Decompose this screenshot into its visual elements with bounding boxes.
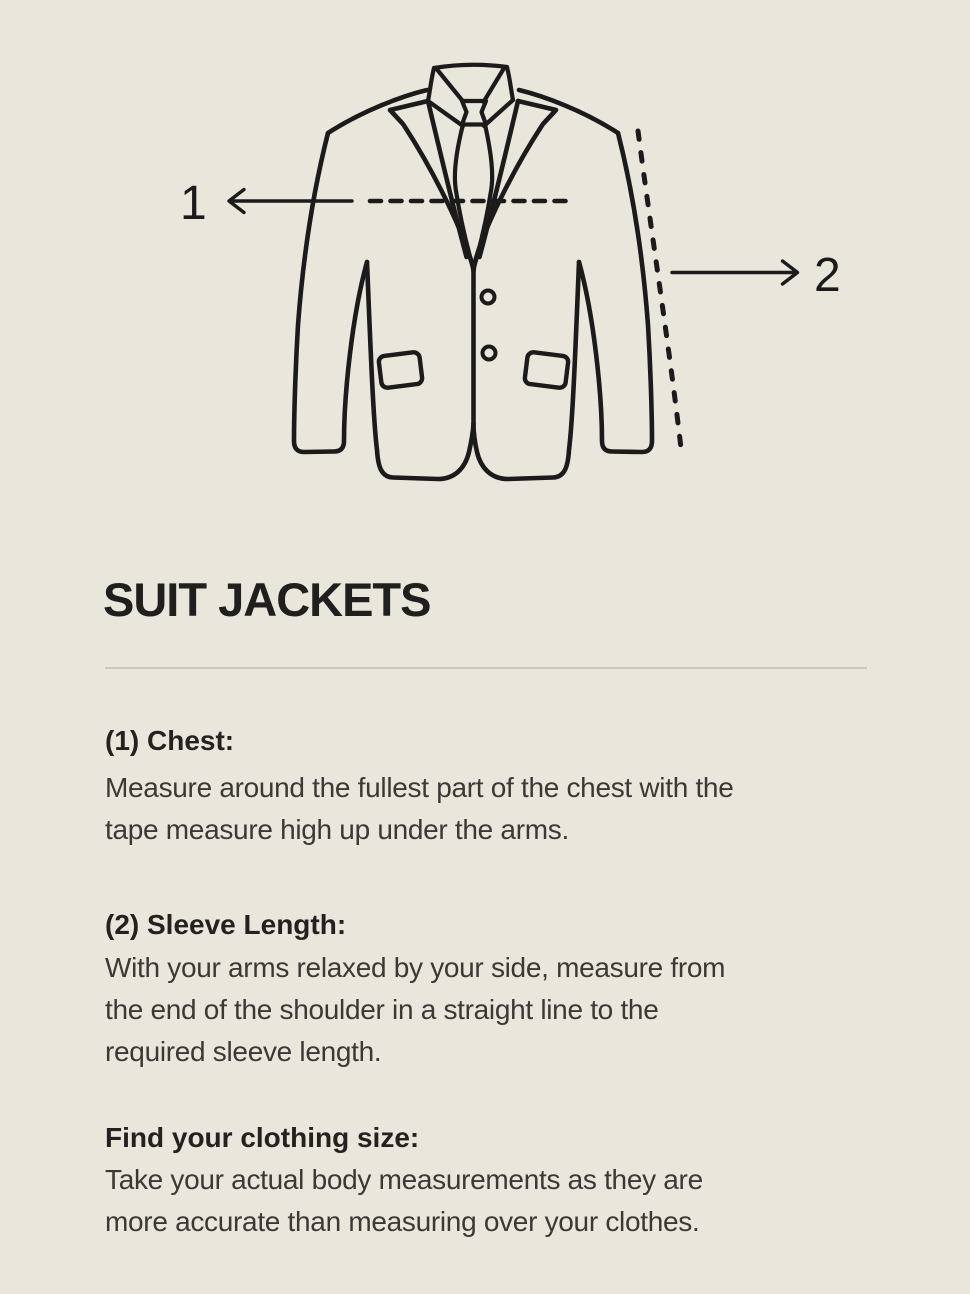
- sleeve-section-body: [105, 947, 895, 1073]
- find-size-body-line-2: more accurate than measuring over your clothes.: [105, 1206, 700, 1237]
- right-pocket-flap: [524, 352, 569, 389]
- left-pocket-flap: [378, 352, 423, 389]
- jacket-right-shoulder: [519, 90, 618, 133]
- chest-label-1: 1: [180, 177, 207, 230]
- chest-section-body: [105, 767, 895, 851]
- chest-body-line-1: Measure around the fullest part of the chest with the: [105, 772, 734, 803]
- top-button: [482, 291, 495, 304]
- jacket-right-sleeve: [579, 133, 652, 452]
- sleeve-body-line-1: With your arms relaxed by your side, measure from: [105, 952, 726, 983]
- collar-fold-lines: [438, 69, 504, 102]
- suit-jacket-illustration: [0, 0, 970, 520]
- tie-knot: [462, 101, 486, 125]
- collar-left-edge: [428, 68, 434, 101]
- collar-right-edge: [507, 67, 513, 100]
- jacket-left-shoulder: [328, 90, 427, 133]
- tie: [455, 101, 492, 269]
- jacket-left-sleeve: [294, 133, 367, 452]
- collar-points: [428, 100, 513, 126]
- collar-top: [434, 65, 507, 68]
- find-size-section-body: [105, 1159, 895, 1243]
- shirt-collar: [428, 65, 513, 126]
- find-size-section-heading: Find your clothing size:: [105, 1122, 420, 1153]
- divider: [105, 667, 867, 669]
- sleeve-arrow: [672, 261, 798, 284]
- sleeve-label-2: 2: [814, 249, 841, 302]
- tie-blade: [455, 125, 492, 270]
- find-size-body-line-1: Take your actual body measurements as they are: [105, 1164, 703, 1195]
- buttons: [482, 291, 496, 360]
- sleeve-section-heading: (2) Sleeve Length:: [105, 909, 347, 940]
- sleeve-body-line-2: the end of the shoulder in a straight line to the: [105, 994, 659, 1025]
- chest-section-heading: (1) Chest:: [105, 725, 235, 756]
- page-title: SUIT JACKETS: [103, 573, 431, 626]
- chest-arrow: [229, 190, 352, 213]
- jacket-outline: [294, 90, 652, 479]
- sleeve-body-line-3: required sleeve length.: [105, 1036, 382, 1067]
- bottom-button: [483, 347, 496, 360]
- chest-body-line-2: tape measure high up under the arms.: [105, 814, 569, 845]
